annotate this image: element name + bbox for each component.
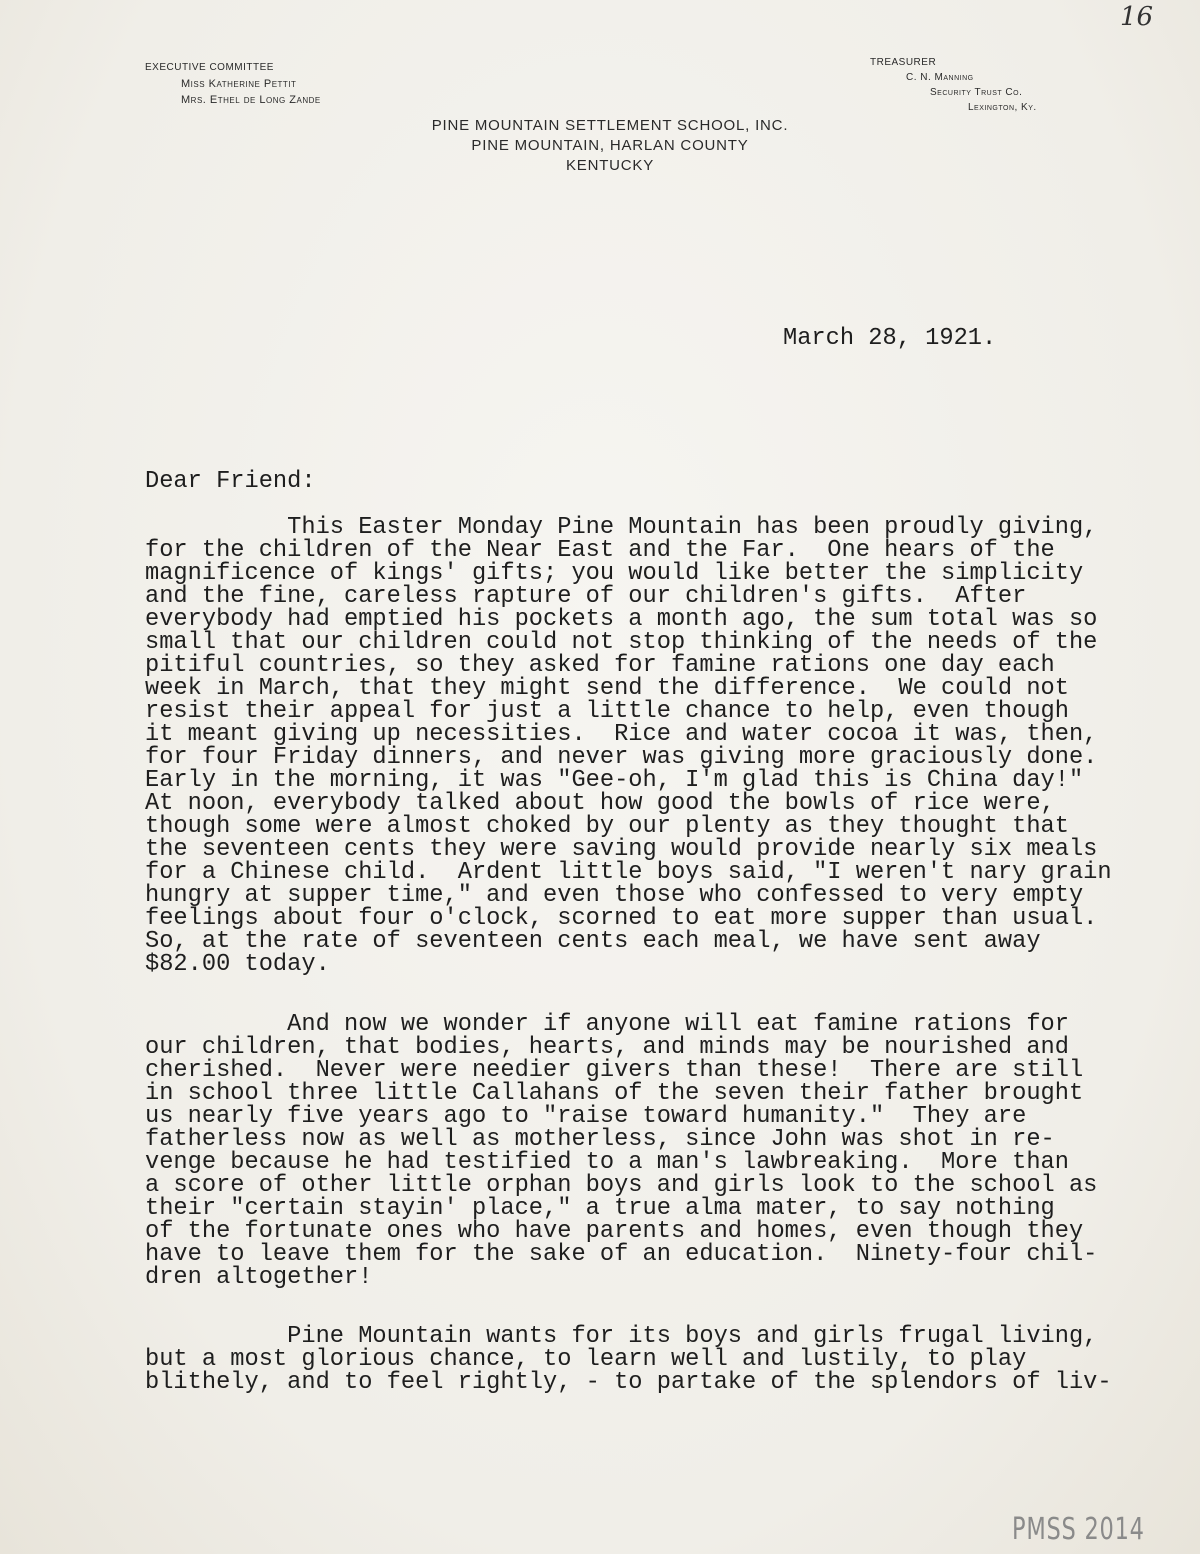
text-line: This Easter Monday Pine Mountain has been proudly giving,	[145, 514, 1098, 541]
text-line: and the fine, careless rapture of our children's gifts. After	[145, 583, 1027, 610]
text-line: dren altogether!	[145, 1264, 373, 1291]
text-line: it meant giving up necessities. Rice and water cocoa it was, then,	[145, 721, 1098, 748]
text-line: us nearly five years ago to "raise toward humanity." They are	[145, 1103, 1027, 1130]
school-letterhead	[300, 116, 920, 176]
text-line: of the fortunate ones who have parents and homes, even though they	[145, 1218, 1084, 1245]
text-line: a score of other little orphan boys and girls look to the school as	[145, 1172, 1098, 1199]
text-line: magnificence of kings' gifts; you would like better the simplicity	[145, 560, 1084, 587]
text-line: resist their appeal for just a little chance to help, even though	[145, 698, 1069, 725]
text-line: fatherless now as well as motherless, since John was shot in re-	[145, 1126, 1055, 1153]
school-name: PINE MOUNTAIN SETTLEMENT SCHOOL, INC.	[431, 117, 789, 134]
treasurer-heading: TREASURER	[870, 57, 937, 68]
exec-member: Mrs. Ethel de Long Zande	[181, 94, 321, 106]
text-line: everybody had emptied his pockets a month ago, the sum total was so	[145, 606, 1098, 633]
text-line: small that our children could not stop thinking of the needs of the	[145, 629, 1098, 656]
text-line: pitiful countries, so they asked for famine rations one day each	[145, 652, 1055, 679]
paragraph-2	[145, 1013, 1097, 1289]
text-line: for four Friday dinners, and never was giving more graciously done.	[145, 744, 1098, 771]
text-line: though some were almost choked by our plenty as they thought that	[145, 813, 1069, 840]
text-line: but a most glorious chance, to learn well and lustily, to play	[145, 1346, 1027, 1373]
watermark: PMSS 2014	[1012, 1512, 1145, 1547]
paragraph-3	[145, 1325, 1112, 1394]
text-line: feelings about four o'clock, scorned to eat more supper than usual.	[145, 905, 1098, 932]
text-line: blithely, and to feel rightly, - to partake of the splendors of liv-	[145, 1369, 1112, 1396]
executive-committee	[145, 60, 321, 108]
school-location: PINE MOUNTAIN, HARLAN COUNTY	[471, 137, 749, 154]
exec-heading: EXECUTIVE COMMITTEE	[145, 62, 274, 73]
treasurer-company: Security Trust Co.	[930, 87, 1023, 98]
text-line: their "certain stayin' place," a true alma mater, to say nothing	[145, 1195, 1055, 1222]
treasurer-block	[870, 55, 1037, 115]
text-line: the seventeen cents they were saving would provide nearly six meals	[145, 836, 1098, 863]
salutation: Dear Friend:	[145, 468, 316, 495]
text-line: Pine Mountain wants for its boys and girls frugal living,	[145, 1323, 1098, 1350]
text-line: our children, that bodies, hearts, and minds may be nourished and	[145, 1034, 1069, 1061]
text-line: in school three little Callahans of the seven their father brought	[145, 1080, 1084, 1107]
text-line: week in March, that they might send the difference. We could not	[145, 675, 1069, 702]
text-line: hungry at supper time," and even those who confessed to very empty	[145, 882, 1084, 909]
exec-member: Miss Katherine Pettit	[181, 78, 297, 90]
text-line: And now we wonder if anyone will eat famine rations for	[145, 1011, 1069, 1038]
text-line: have to leave them for the sake of an education. Ninety-four chil-	[145, 1241, 1098, 1268]
text-line: for the children of the Near East and the Far. One hears of the	[145, 537, 1055, 564]
page-number: 16	[1120, 2, 1154, 32]
text-line: Early in the morning, it was "Gee-oh, I'm glad this is China day!"	[145, 767, 1084, 794]
paragraph-1	[145, 516, 1112, 976]
text-line: cherished. Never were needier givers than these! There are still	[145, 1057, 1084, 1084]
treasurer-city: Lexington, Ky.	[968, 102, 1037, 113]
school-state: KENTUCKY	[565, 157, 655, 174]
text-line: At noon, everybody talked about how good the bowls of rice were,	[145, 790, 1055, 817]
treasurer-name: C. N. Manning	[906, 72, 974, 83]
text-line: venge because he had testified to a man's lawbreaking. More than	[145, 1149, 1069, 1176]
text-line: for a Chinese child. Ardent little boys said, "I weren't nary grain	[145, 859, 1112, 886]
text-line: $82.00 today.	[145, 951, 330, 978]
text-line: So, at the rate of seventeen cents each meal, we have sent away	[145, 928, 1041, 955]
letter-date: March 28, 1921.	[783, 325, 997, 352]
